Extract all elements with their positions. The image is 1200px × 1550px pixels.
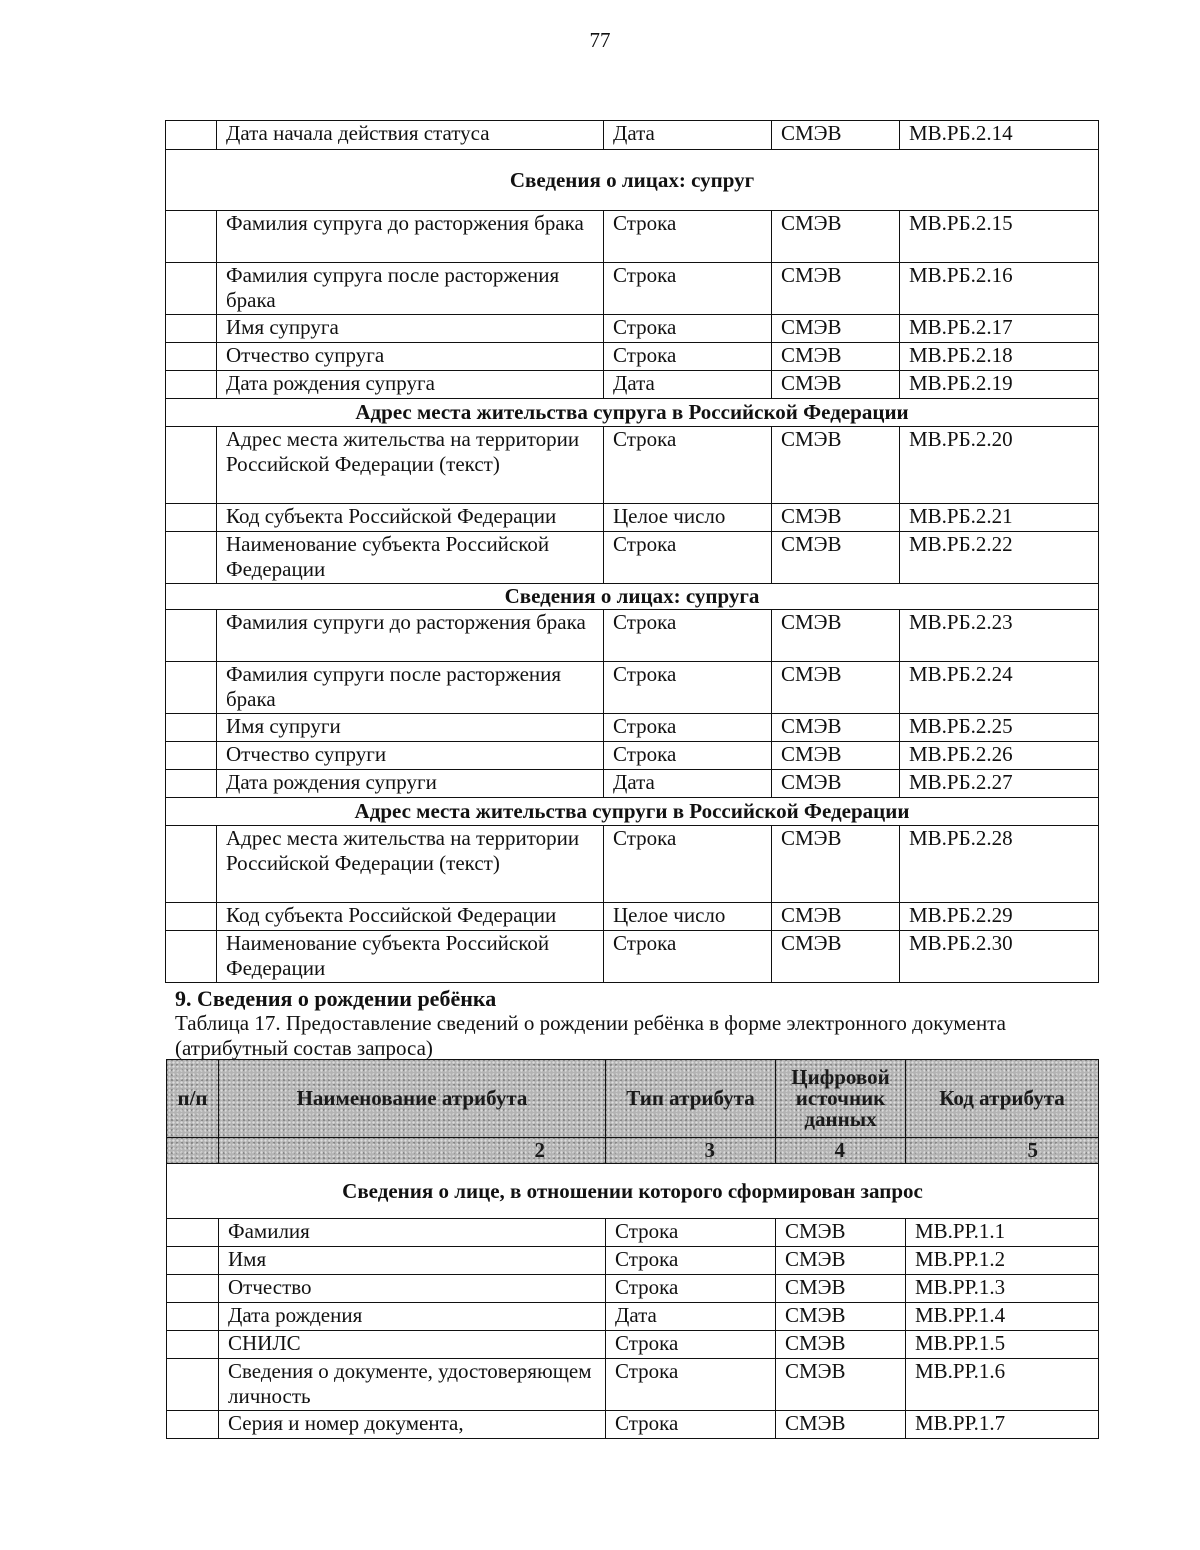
attribute-code-cell: МВ.РБ.2.20 [900, 427, 1099, 504]
attribute-name-cell: Дата начала действия статуса [217, 121, 604, 150]
section-9-heading: 9. Сведения о рождении ребёнка [175, 986, 497, 1011]
attribute-code-cell: МВ.РБ.2.16 [900, 263, 1099, 315]
attribute-code-cell: МВ.РР.1.4 [906, 1303, 1099, 1331]
header-number-2: 2 [219, 1138, 606, 1164]
attribute-name-cell: Сведения о документе, удостоверяющем личность [219, 1359, 606, 1411]
data-source-cell: СМЭВ [772, 371, 900, 399]
number-cell [166, 770, 217, 798]
number-cell [167, 1219, 219, 1247]
attribute-type-cell: Строка [606, 1411, 776, 1439]
table-row [166, 770, 1099, 798]
attribute-type-cell: Строка [606, 1359, 776, 1411]
attribute-name-cell: Наименование субъекта Российской Федерации [217, 931, 604, 983]
attribute-code-cell: МВ.РБ.2.29 [900, 903, 1099, 931]
header-number-1 [167, 1138, 219, 1164]
attribute-type-cell: Строка [606, 1247, 776, 1275]
data-source-cell: СМЭВ [772, 770, 900, 798]
data-source-cell: СМЭВ [776, 1247, 906, 1275]
attribute-code-cell: МВ.РБ.2.25 [900, 714, 1099, 742]
table-17-caption: Таблица 17. Предоставление сведений о рождении ребёнка в форме электронного документа (атрибутный состав запроса) [175, 1011, 1006, 1060]
data-source-cell: СМЭВ [772, 662, 900, 714]
header-number-5: 5 [906, 1138, 1099, 1164]
number-cell [167, 1275, 219, 1303]
attribute-type-cell: Дата [604, 121, 772, 150]
attribute-type-cell: Строка [606, 1275, 776, 1303]
data-source-cell: СМЭВ [772, 211, 900, 263]
data-source-cell: СМЭВ [772, 931, 900, 983]
number-cell [167, 1247, 219, 1275]
section-title: Сведения о лицах: супруга [166, 584, 1099, 610]
attribute-code-cell: МВ.РР.1.1 [906, 1219, 1099, 1247]
attribute-type-cell: Целое число [604, 903, 772, 931]
number-cell [166, 211, 217, 263]
number-cell [166, 826, 217, 903]
table-header-row [167, 1060, 1099, 1138]
section-title: Адрес места жительства супруга в Российской Федерации [166, 399, 1099, 427]
number-cell [167, 1359, 219, 1411]
attribute-code-cell: МВ.РБ.2.28 [900, 826, 1099, 903]
data-source-cell: СМЭВ [772, 343, 900, 371]
attribute-name-cell: Имя супруги [217, 714, 604, 742]
attribute-code-cell: МВ.РР.1.7 [906, 1411, 1099, 1439]
table-row [166, 504, 1099, 532]
attribute-code-cell: МВ.РБ.2.27 [900, 770, 1099, 798]
attribute-name-cell: Фамилия [219, 1219, 606, 1247]
attribute-name-cell: Отчество супруги [217, 742, 604, 770]
attribute-code-cell: МВ.РБ.2.26 [900, 742, 1099, 770]
attribute-code-cell: МВ.РБ.2.14 [900, 121, 1099, 150]
attribute-name-cell: Код субъекта Российской Федерации [217, 903, 604, 931]
attribute-name-cell: Фамилия супруга после расторжения брака [217, 263, 604, 315]
data-source-cell: СМЭВ [772, 427, 900, 504]
attribute-code-cell: МВ.РБ.2.24 [900, 662, 1099, 714]
page-number: 77 [589, 28, 611, 52]
section-row [166, 584, 1099, 610]
data-source-cell: СМЭВ [776, 1275, 906, 1303]
attributes-table-16 [165, 120, 1099, 983]
data-source-cell: СМЭВ [772, 315, 900, 343]
attribute-name-cell: Адрес места жительства на территории Российской Федерации (текст) [217, 826, 604, 903]
attribute-code-cell: МВ.РБ.2.18 [900, 343, 1099, 371]
number-cell [166, 315, 217, 343]
data-source-cell: СМЭВ [776, 1331, 906, 1359]
table-row [166, 371, 1099, 399]
table-row [167, 1411, 1099, 1439]
table-row [166, 610, 1099, 662]
attribute-code-cell: МВ.РР.1.2 [906, 1247, 1099, 1275]
table-row [166, 662, 1099, 714]
attribute-code-cell: МВ.РБ.2.23 [900, 610, 1099, 662]
table-row [166, 427, 1099, 504]
number-cell [166, 610, 217, 662]
data-source-cell: СМЭВ [772, 610, 900, 662]
attribute-name-cell: Серия и номер документа, [219, 1411, 606, 1439]
number-cell [166, 343, 217, 371]
table-header-numbers-row [167, 1138, 1099, 1164]
number-cell [166, 371, 217, 399]
table-row [166, 211, 1099, 263]
data-source-cell: СМЭВ [772, 826, 900, 903]
table-row [166, 532, 1099, 584]
data-source-cell: СМЭВ [776, 1219, 906, 1247]
section-row [166, 150, 1099, 211]
table-row [167, 1331, 1099, 1359]
table-row [167, 1359, 1099, 1411]
number-cell [166, 121, 217, 150]
attribute-type-cell: Строка [604, 742, 772, 770]
table-row [167, 1247, 1099, 1275]
number-cell [166, 662, 217, 714]
data-source-cell: СМЭВ [772, 263, 900, 315]
table-row [166, 263, 1099, 315]
data-source-cell: СМЭВ [776, 1303, 906, 1331]
number-cell [166, 714, 217, 742]
attribute-code-cell: МВ.РР.1.5 [906, 1331, 1099, 1359]
attribute-name-cell: Имя супруга [217, 315, 604, 343]
attribute-name-cell: Наименование субъекта Российской Федерации [217, 532, 604, 584]
header-number-3: 3 [606, 1138, 776, 1164]
number-cell [166, 263, 217, 315]
header-cell-type: Тип атрибута [606, 1060, 776, 1138]
attribute-name-cell: СНИЛС [219, 1331, 606, 1359]
attribute-code-cell: МВ.РР.1.6 [906, 1359, 1099, 1411]
attribute-type-cell: Строка [604, 931, 772, 983]
data-source-cell: СМЭВ [772, 903, 900, 931]
table-row [166, 121, 1099, 150]
header-cell-name: Наименование атрибута [219, 1060, 606, 1138]
attribute-name-cell: Фамилия супруги до расторжения брака [217, 610, 604, 662]
attribute-name-cell: Имя [219, 1247, 606, 1275]
attribute-type-cell: Строка [604, 427, 772, 504]
attribute-type-cell: Строка [604, 532, 772, 584]
table-row [167, 1275, 1099, 1303]
attribute-name-cell: Адрес места жительства на территории Российской Федерации (текст) [217, 427, 604, 504]
header-cell-code: Код атрибута [906, 1060, 1099, 1138]
attribute-type-cell: Строка [604, 714, 772, 742]
attribute-type-cell: Дата [604, 770, 772, 798]
attribute-name-cell: Фамилия супруги после расторжения брака [217, 662, 604, 714]
attribute-type-cell: Строка [604, 343, 772, 371]
attribute-code-cell: МВ.РБ.2.30 [900, 931, 1099, 983]
table-row [166, 903, 1099, 931]
number-cell [166, 427, 217, 504]
data-source-cell: СМЭВ [772, 504, 900, 532]
attribute-code-cell: МВ.РБ.2.19 [900, 371, 1099, 399]
header-cell-source: Цифровой источник данных [776, 1060, 906, 1138]
attribute-type-cell: Дата [604, 371, 772, 399]
attribute-type-cell: Целое число [604, 504, 772, 532]
table-row [166, 931, 1099, 983]
data-source-cell: СМЭВ [772, 121, 900, 150]
table-row [166, 315, 1099, 343]
table-row [166, 714, 1099, 742]
number-cell [166, 903, 217, 931]
attribute-type-cell: Строка [604, 263, 772, 315]
attribute-type-cell: Строка [604, 826, 772, 903]
attribute-type-cell: Дата [606, 1303, 776, 1331]
section-title: Адрес места жительства супруги в Российской Федерации [166, 798, 1099, 826]
attribute-type-cell: Строка [604, 315, 772, 343]
data-source-cell: СМЭВ [772, 742, 900, 770]
attribute-name-cell: Дата рождения супруга [217, 371, 604, 399]
section-row [167, 1164, 1099, 1219]
data-source-cell: СМЭВ [772, 532, 900, 584]
attribute-name-cell: Отчество [219, 1275, 606, 1303]
table-row [166, 343, 1099, 371]
number-cell [166, 931, 217, 983]
section-title: Сведения о лицах: супруг [166, 150, 1099, 211]
number-cell [167, 1411, 219, 1439]
number-cell [166, 504, 217, 532]
attribute-name-cell: Фамилия супруга до расторжения брака [217, 211, 604, 263]
section-row [166, 399, 1099, 427]
attribute-name-cell: Дата рождения супруги [217, 770, 604, 798]
table-row [166, 742, 1099, 770]
number-cell [167, 1303, 219, 1331]
section-title: Сведения о лице, в отношении которого сформирован запрос [167, 1164, 1099, 1219]
attributes-table-17 [166, 1059, 1099, 1439]
number-cell [167, 1331, 219, 1359]
attribute-type-cell: Строка [606, 1331, 776, 1359]
attribute-type-cell: Строка [604, 610, 772, 662]
header-cell-number: п/п [167, 1060, 219, 1138]
attribute-name-cell: Код субъекта Российской Федерации [217, 504, 604, 532]
table-row [166, 826, 1099, 903]
attribute-code-cell: МВ.РБ.2.15 [900, 211, 1099, 263]
table-row [167, 1303, 1099, 1331]
number-cell [166, 742, 217, 770]
attribute-type-cell: Строка [604, 662, 772, 714]
header-number-4: 4 [776, 1138, 906, 1164]
attribute-name-cell: Отчество супруга [217, 343, 604, 371]
attribute-code-cell: МВ.РБ.2.22 [900, 532, 1099, 584]
number-cell [166, 532, 217, 584]
table-row [167, 1219, 1099, 1247]
attribute-code-cell: МВ.РР.1.3 [906, 1275, 1099, 1303]
section-row [166, 798, 1099, 826]
attribute-code-cell: МВ.РБ.2.21 [900, 504, 1099, 532]
data-source-cell: СМЭВ [772, 714, 900, 742]
attribute-type-cell: Строка [606, 1219, 776, 1247]
data-source-cell: СМЭВ [776, 1359, 906, 1411]
attribute-type-cell: Строка [604, 211, 772, 263]
attribute-code-cell: МВ.РБ.2.17 [900, 315, 1099, 343]
attribute-name-cell: Дата рождения [219, 1303, 606, 1331]
data-source-cell: СМЭВ [776, 1411, 906, 1439]
